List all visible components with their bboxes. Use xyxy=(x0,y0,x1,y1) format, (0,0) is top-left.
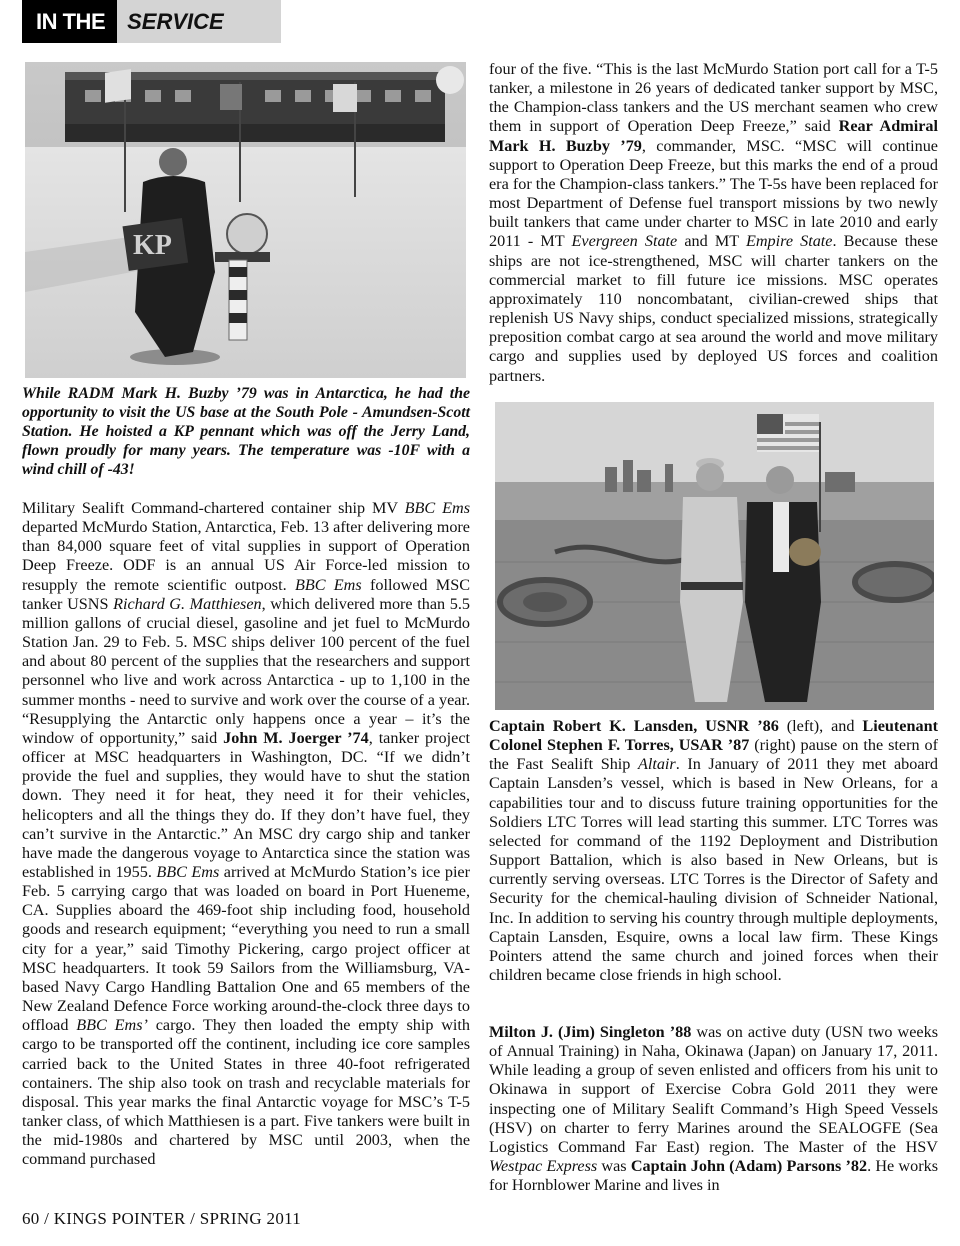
ship-stern-photo-caption xyxy=(489,717,938,985)
text-run: arrived at McMurdo Station’s ice pier Feb. 5 carrying cargo that was loaded on board in Port Hueneme, CA. Supplies aboard the 469-foot ship including food, household goods and research equipment; “everything you need to run a small city for a year,” said Timothy Pickering, cargo project officer at MSC headquarters. It took 59 Sailors from the Williamsburg, VA-based Navy Cargo Handling Battalion One and 65 members of the New Zealand Defence Force working around-the-clock three days to offload xyxy=(22,862,471,1035)
text-run: . In January of 2011 they met aboard Captain Lansden’s vessel, which is based in New Orleans, for a capabilities tour and to discuss future training opportunities for the Soldiers LTC Torres will lead starting this summer. LTC Torres was selected for command of the 1192 Deployment and Distribution Support Battalion, which is also based in New Orleans, but is currently serving overseas. LTC Torres is the Director of Safety and Security for the chemical-hauling division of Schneider National, Inc. In addition to serving his country through multiple deployments, Captain Lansden, Esquire, owns a local law firm. These Kings Pointers attend the same church and joined forces when their children became close friends in high school. xyxy=(489,755,938,985)
text-run: and MT xyxy=(677,232,746,251)
italic-ship-name: Empire State xyxy=(745,232,833,251)
text-run: , tanker project officer at MSC headquarters in Washington, DC. “If we didn’t provide the fuel and supplies, they would have to shut the station down. They need it for heat, they need it for their vehicles, helicopters and all the things they do. If they don’t have fuel, they can’t survive in the Antarctic.” An MSC dry cargo ship and tanker have made the dangerous voyage to Antarctica since the station was established in 1955. xyxy=(22,728,470,881)
text-run: (left), and xyxy=(778,717,863,735)
bold-name: Milton J. (Jim) Singleton ’88 xyxy=(489,1023,692,1041)
text-run: departed McMurdo Station, Antarctica, Feb. 13 after delivering more than 84,000 square feet of vital supplies in support of Operation Deep Freeze. ODF is an annual US Air Force-led mission to resupply the remote scientific outpost. xyxy=(22,518,470,594)
text-run: . He works for Hornblower Marine and lives in xyxy=(489,1157,938,1195)
section-label-service: SERVICE xyxy=(117,0,281,43)
italic-ship-name: BBC Ems xyxy=(404,499,470,517)
text-run: cargo. They then loaded the empty ship with cargo to be transported off the continent, including ice core samples carried back to the United States in three 40-foot refrigerated containers. The ship also took on trash and recyclable materials for disposal. This year marks the final Antarctic voyage for MSC’s T-5 tanker class, of which Matthiesen is a part. Five tankers were built in the mid-1980s and chartered by MSC until 2003, when the command purchased xyxy=(22,1016,471,1169)
italic-ship-name: Richard G. Matthiesen xyxy=(113,594,262,613)
text-run: (right) pause on the stern of the Fast Sealift Ship xyxy=(489,736,938,774)
singleton-news-item xyxy=(489,1023,938,1195)
bold-name: John M. Joerger ’74 xyxy=(223,728,369,747)
text-run: . Because these ships are not ice-strengthened, MSC will charter tankers on the commercial market to fill future ice missions. MSC operates approximately 110 noncombatant, civilian-crewed ships that replenish US Navy ships, conduct specialized missions, strategically preposition combat cargo at sea around the world and move military cargo and supplies used by deployed US forces and coalition partners. xyxy=(489,232,938,385)
section-label-in-the: IN THE xyxy=(22,0,117,43)
text-run: followed MSC tanker USNS xyxy=(22,575,470,613)
italic-ship-name: Evergreen State xyxy=(571,232,678,251)
italic-ship-name: BBC Ems xyxy=(156,862,220,881)
bold-name: Captain John (Adam) Parsons ’82 xyxy=(630,1157,868,1176)
article-left-column xyxy=(22,499,470,1169)
south-pole-photo xyxy=(25,62,466,378)
text-run: was xyxy=(597,1157,631,1176)
page-footer: 60 / KINGS POINTER / SPRING 2011 xyxy=(22,1209,302,1228)
text-run: , which delivered more than 5.5 million gallons of crucial diesel, gasoline and jet fuel to McMurdo Station Jan. 29 to Feb. 5. MSC ships deliver 100 percent of the fuel and about 80 percent of the supplies that the researchers and support personnel who live and work across Antarctica - up to 1,100 in the summer months - need to survive and work over the course of a year. “Resupplying the Antarctic only happens once a year – it’s the window of opportunity,” said xyxy=(22,594,470,747)
kp-pennant-lettering: KP xyxy=(133,230,172,261)
italic-ship-name: BBC Ems’ xyxy=(76,1016,148,1035)
italic-ship-name: Westpac Express xyxy=(489,1157,598,1176)
italic-ship-name: Altair xyxy=(637,755,676,774)
article-right-column xyxy=(489,60,938,386)
italic-ship-name: BBC Ems xyxy=(294,575,362,594)
text-run: was on active duty (USN two weeks of Annual Training) in Naha, Okinawa (Japan) on January 17, 2011. While leading a group of seven enlisted and officers from his unit to Okinawa in support of Exercise Cobra Gold 2011 they were inspecting one of Military Sealift Command’s High Speed Vessels (HSV) on charter to ferry Marines around the SEALOGFE (Sea Logistics Command Far East) region. The Master of the HSV xyxy=(489,1023,938,1156)
south-pole-photo-caption: While RADM Mark H. Buzby ’79 was in Antarctica, he had the opportunity to visit the US base at the South Pole - Amundsen-Scott Station. He hoisted a KP pennant which was off the Jerry Land, flown proudly for many years. The temperature was -10F with a wind chill of -43! xyxy=(22,385,470,478)
text-run: Military Sealift Command-chartered container ship MV xyxy=(22,499,405,517)
bold-name: Rear Admiral Mark H. Buzby ’79 xyxy=(489,117,939,155)
bold-name: Captain Robert K. Lansden, USNR ’86 xyxy=(489,717,779,735)
ship-stern-photo xyxy=(495,402,934,710)
text-run: four of the five. “This is the last McMurdo Station port call for a T-5 tanker, a milestone in 26 years of dedicated tanker support by MSC, the Champion-class tankers and the US merchant seamen who crew them in support of Operation Deep Freeze,” said xyxy=(489,60,938,136)
text-run: , commander, MSC. “MSC will continue support to Operation Deep Freeze, but this marks the end of a proud era for the Champion-class tankers.” The T-5s have been replaced for most Department of Defense fuel transport missions by two newly built tankers that came under charter to MSC in late 2010 and early 2011 - MT xyxy=(489,136,938,251)
section-header xyxy=(22,0,281,43)
bold-name: Lieutenant Colonel Stephen F. Torres, USAR ’87 xyxy=(489,717,938,755)
